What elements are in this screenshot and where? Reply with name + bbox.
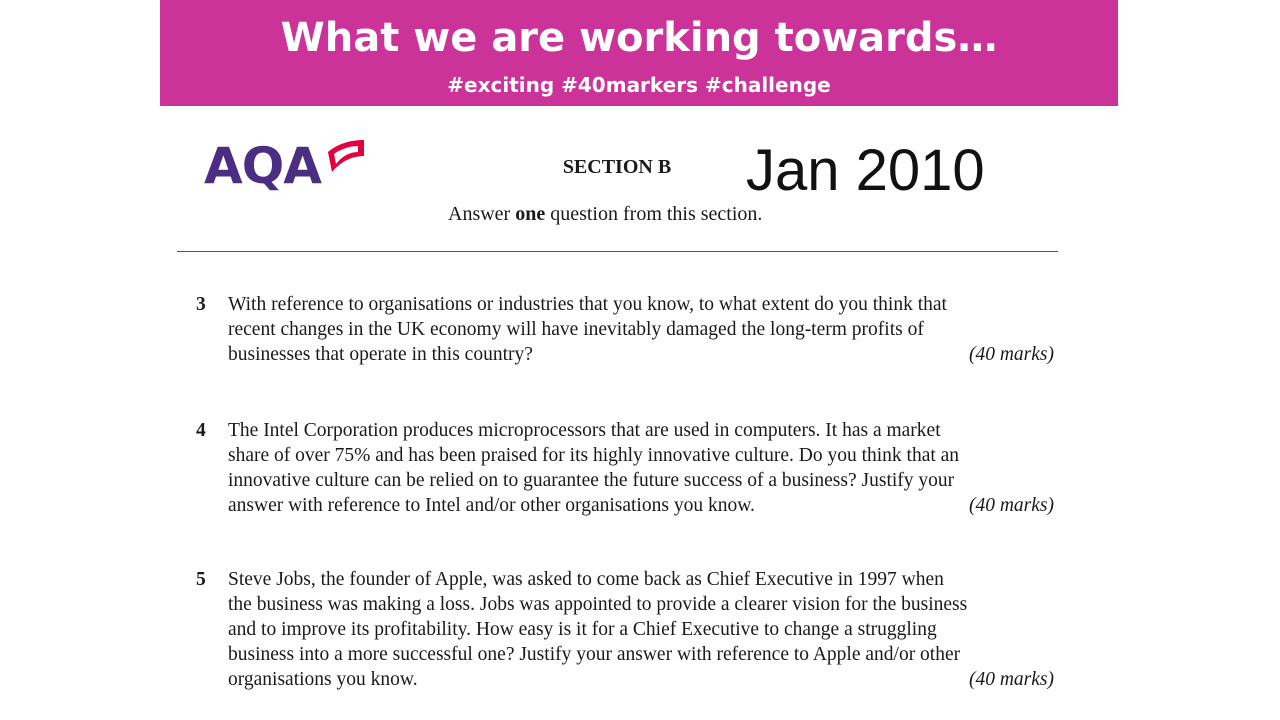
question-line: the business was making a loss. Jobs was appointed to provide a clearer vision for the business bbox=[228, 594, 968, 615]
question-line: innovative culture can be relied on to guarantee the future success of a business? Justify your bbox=[228, 470, 955, 491]
aqa-logo bbox=[204, 136, 364, 196]
title-banner bbox=[160, 0, 1118, 106]
question-line: recent changes in the UK economy will have inevitably damaged the long-term profits of bbox=[228, 319, 924, 340]
section-instruction bbox=[448, 200, 762, 228]
question-line-text: businesses that operate in this country? bbox=[228, 344, 533, 365]
instruction-emphasis: one bbox=[515, 203, 546, 225]
question-line-text: organisations you know. bbox=[228, 669, 418, 690]
question-number: 4 bbox=[196, 420, 206, 441]
exam-date: Jan 2010 bbox=[746, 138, 985, 203]
question-text bbox=[228, 567, 1058, 692]
aqa-logo-text: AQA bbox=[204, 137, 321, 195]
marks-label: (40 marks) bbox=[968, 495, 1054, 516]
question-line-text: answer with reference to Intel and/or other organisations you know. bbox=[228, 495, 755, 516]
marks-label: (40 marks) bbox=[968, 344, 1054, 365]
question-line: share of over 75% and has been praised for its highly innovative culture. Do you think that an bbox=[228, 445, 960, 466]
question-number: 3 bbox=[196, 294, 206, 315]
question-text bbox=[228, 418, 1058, 518]
slide-subtitle: #exciting #40markers #challenge bbox=[447, 73, 831, 97]
question-line: and to improve its profitability. How easy is it for a Chief Executive to change a struggling bbox=[228, 619, 937, 640]
question-line-last bbox=[228, 667, 1058, 692]
divider bbox=[177, 251, 1058, 252]
aqa-logo-mark-icon bbox=[326, 138, 366, 174]
question-line: The Intel Corporation produces microprocessors that are used in computers. It has a market bbox=[228, 420, 941, 441]
question-line: Steve Jobs, the founder of Apple, was asked to come back as Chief Executive in 1997 when bbox=[228, 569, 944, 590]
section-title: SECTION B bbox=[562, 156, 672, 178]
question-line-last bbox=[228, 493, 1058, 518]
question-text bbox=[228, 292, 1058, 367]
instruction-text-start: Answer bbox=[448, 203, 516, 225]
slide-title: What we are working towards… bbox=[280, 15, 998, 61]
marks-label: (40 marks) bbox=[968, 669, 1054, 690]
question-line-last bbox=[228, 342, 1058, 367]
question-number: 5 bbox=[196, 569, 206, 590]
instruction-text-end: question from this section. bbox=[545, 203, 763, 225]
question-line: With reference to organisations or industries that you know, to what extent do you think that bbox=[228, 294, 947, 315]
question-line: business into a more successful one? Justify your answer with reference to Apple and/or other bbox=[228, 644, 961, 665]
